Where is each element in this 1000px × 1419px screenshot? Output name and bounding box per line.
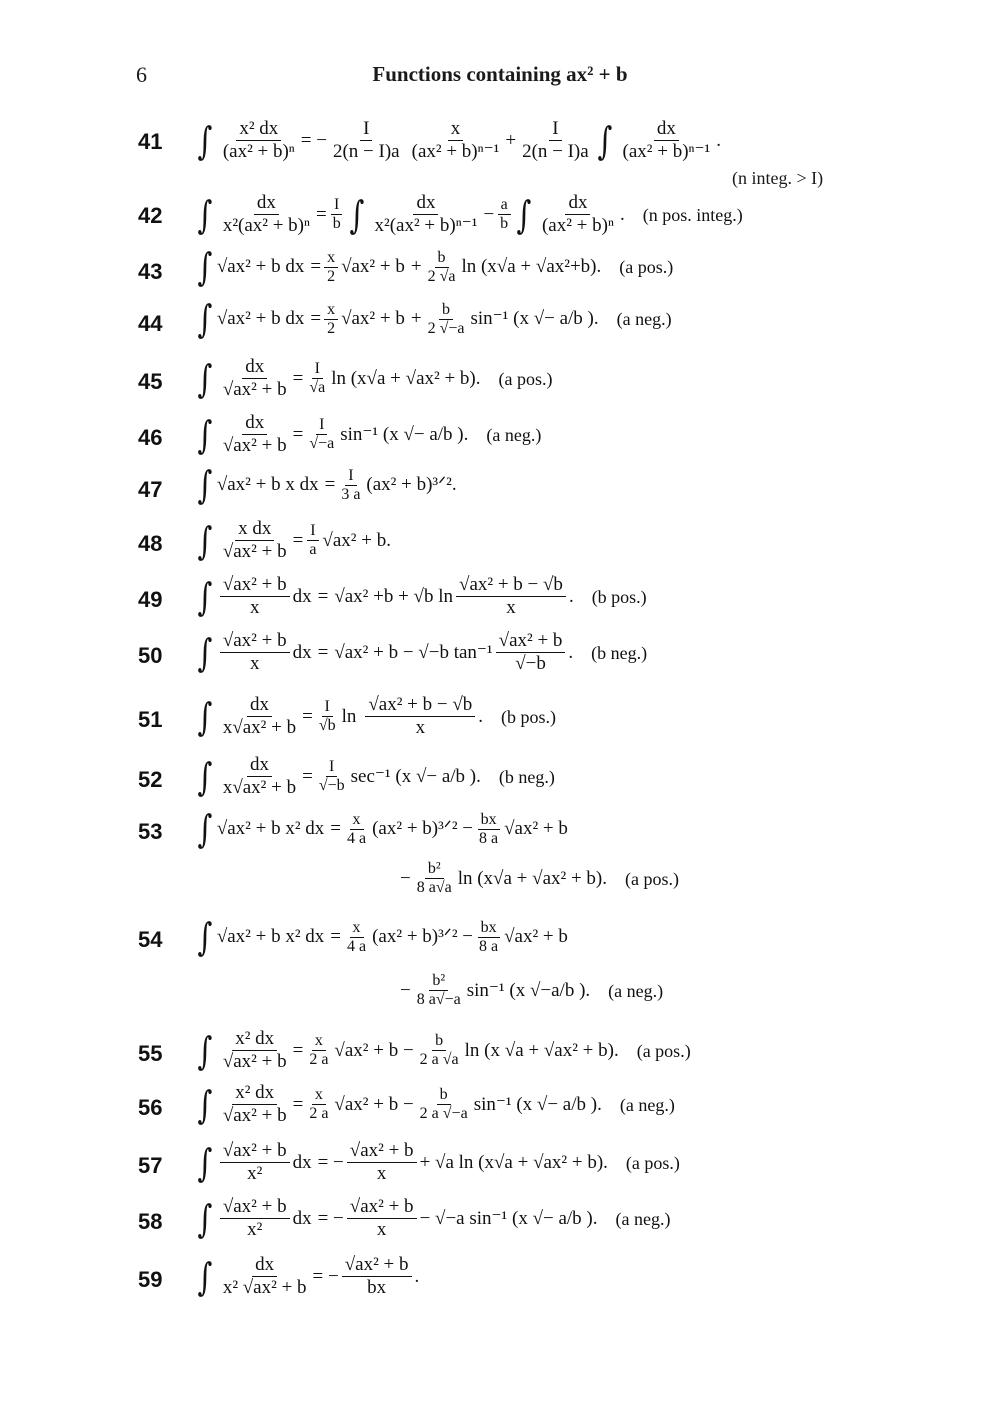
denominator: x² √ax² + b	[222, 1277, 307, 1298]
integral-sign: ∫	[197, 518, 213, 563]
math-term: = −	[317, 1151, 344, 1173]
numerator: x dx	[235, 518, 274, 541]
integral-sign: ∫	[197, 1028, 213, 1073]
math-term: =	[302, 765, 313, 787]
fraction	[220, 694, 299, 739]
formula-body	[195, 356, 552, 401]
formula-body	[195, 574, 647, 619]
math-term: .	[716, 129, 721, 151]
denominator: √b	[318, 717, 336, 734]
fraction	[497, 196, 511, 233]
page-number: 6	[136, 62, 147, 87]
denominator: 2	[327, 319, 336, 337]
denominator: 4 a	[347, 829, 367, 847]
numerator: x	[448, 118, 464, 141]
math-term: .	[568, 585, 574, 607]
page-header	[0, 62, 1000, 92]
condition-note: (n pos. integ.)	[642, 204, 743, 225]
fraction	[220, 1254, 310, 1299]
math-term: dx	[292, 1207, 312, 1229]
numerator: dx	[413, 192, 438, 215]
math-term: −	[483, 203, 495, 225]
fraction	[220, 192, 313, 237]
math-term: .	[478, 705, 484, 727]
integral-sign: ∫	[197, 574, 213, 619]
condition-note: (b neg.)	[591, 642, 648, 663]
fraction	[456, 574, 566, 619]
denominator: x²	[247, 1219, 263, 1240]
integral-sign: ∫	[197, 1082, 213, 1127]
page-title: Functions containing ax² + b	[372, 62, 628, 86]
numerator: x	[324, 301, 338, 320]
math-term: = −	[312, 1265, 339, 1287]
numerator: √ax² + b	[220, 574, 290, 597]
integral-sign: ∫	[197, 630, 213, 675]
math-term: √ax² + b.	[322, 529, 391, 551]
numerator: b	[432, 1032, 446, 1051]
condition-note: (a pos.)	[498, 368, 553, 389]
fraction	[425, 249, 459, 286]
integral-sign: ∫	[197, 807, 213, 851]
numerator: √ax² + b	[220, 1140, 290, 1163]
math-term: √ax² + b −	[334, 1093, 414, 1115]
numerator: I	[360, 118, 372, 141]
fraction	[539, 192, 617, 237]
formula-body	[195, 463, 457, 507]
math-term: √ax² + b − √−b tan⁻¹	[334, 641, 493, 663]
numerator: b	[437, 1086, 451, 1105]
fraction	[476, 919, 501, 956]
denominator: 2 a	[309, 1105, 329, 1122]
math-term: √ax² + b	[341, 256, 405, 277]
condition-note: (a neg.)	[619, 1094, 675, 1115]
lhs-fraction	[220, 118, 298, 163]
fraction	[519, 118, 592, 163]
math-term: +	[410, 308, 422, 329]
fraction	[347, 1196, 417, 1241]
math-term: .	[619, 203, 625, 225]
denominator: √ax² + b	[222, 1051, 287, 1072]
math-term: =	[292, 1093, 304, 1115]
math-term: =	[317, 641, 329, 663]
denominator: √a	[309, 379, 326, 396]
math-term: ln (x√a + √ax²+b).	[461, 256, 602, 277]
denominator: (ax² + b)ⁿ	[541, 215, 614, 236]
math-term: sec⁻¹ (x √− a/b ).	[350, 765, 481, 787]
math-term: √ax² + b dx	[216, 308, 305, 329]
numerator: I	[307, 522, 318, 541]
numerator: b	[435, 249, 449, 268]
denominator: b	[332, 215, 341, 232]
integral-sign: ∫	[197, 412, 213, 457]
numerator: I	[331, 196, 342, 215]
formula-number: 49	[138, 587, 163, 612]
formula-continuation	[400, 972, 663, 1009]
math-term: =	[310, 308, 322, 329]
formula-number: 59	[138, 1267, 163, 1292]
math-term: √ax² + b −	[334, 1039, 414, 1061]
formula-number: 51	[138, 707, 163, 732]
math-term: dx	[292, 641, 312, 663]
numerator: x	[312, 1032, 326, 1051]
denominator: 8 a	[479, 937, 499, 955]
denominator: x	[415, 717, 426, 738]
denominator: x√ax² + b	[222, 777, 297, 798]
fraction	[316, 758, 348, 795]
numerator: dx	[247, 754, 272, 777]
math-term: ln (x√a + √ax² + b).	[331, 367, 481, 389]
math-term: (ax² + b)³ᐟ² −	[372, 926, 474, 947]
fraction	[425, 301, 468, 338]
math-term: +	[410, 256, 422, 277]
math-term: √ax² + b	[341, 308, 405, 329]
numerator: √ax² + b − √b	[456, 574, 566, 597]
formula-body	[195, 192, 743, 237]
math-term: √ax² + b	[504, 926, 568, 947]
integral-sign: ∫	[597, 118, 613, 163]
formula-body	[195, 1028, 691, 1073]
math-term: =	[292, 367, 304, 389]
denominator: 2	[327, 267, 336, 285]
math-term: =	[302, 705, 313, 727]
formula-number: 52	[138, 767, 163, 792]
formula-body	[195, 694, 556, 739]
math-term: (ax² + b)³ᐟ² −	[372, 818, 474, 839]
fraction	[330, 196, 344, 233]
numerator: dx	[247, 694, 272, 717]
numerator: bx	[478, 811, 500, 830]
numerator: b²	[425, 860, 444, 879]
math-term: −	[400, 867, 411, 889]
fraction	[347, 1140, 417, 1185]
integral-sign: ∫	[197, 694, 213, 739]
condition-note: (b neg.)	[498, 766, 555, 787]
numerator: √ax² + b − √b	[365, 694, 475, 717]
math-term: .	[568, 641, 574, 663]
formula-number: 55	[138, 1041, 163, 1066]
numerator: I	[316, 416, 327, 435]
numerator: x² dx	[232, 1082, 277, 1105]
numerator: bx	[478, 919, 500, 938]
formula-number: 54	[138, 927, 163, 952]
formula-number: 47	[138, 477, 163, 502]
condition-note: (b pos.)	[501, 706, 557, 727]
denominator: 2 a	[309, 1051, 329, 1068]
formula-body	[195, 245, 674, 289]
math-term: +	[505, 129, 517, 151]
numerator: I	[326, 758, 337, 777]
denominator: (ax² + b)ⁿ	[222, 141, 295, 162]
fraction	[306, 416, 337, 453]
fraction	[365, 694, 475, 739]
numerator: I	[549, 118, 561, 141]
denominator: 2 a √−a	[419, 1105, 468, 1122]
math-term: =	[317, 585, 329, 607]
formula-number: 57	[138, 1153, 163, 1178]
math-term: =	[324, 474, 336, 495]
math-term: =	[330, 926, 341, 947]
fraction	[338, 467, 363, 504]
denominator: √ax² + b	[222, 541, 287, 562]
denominator: (ax² + b)ⁿ⁻¹	[411, 141, 500, 162]
formula-number: 45	[138, 369, 163, 394]
denominator: x²(ax² + b)ⁿ	[222, 215, 310, 236]
fraction	[496, 630, 566, 675]
numerator: dx	[565, 192, 590, 215]
numerator: b	[439, 301, 453, 320]
numerator: I	[345, 467, 356, 486]
math-term: sin⁻¹ (x √−a/b ).	[466, 979, 591, 1001]
formula-body	[195, 754, 555, 799]
condition-note: (a neg.)	[486, 424, 542, 445]
denominator: √ax² + b	[222, 379, 287, 400]
math-term: dx	[292, 585, 312, 607]
formula-body	[195, 630, 647, 675]
denominator: 2(n − I)a	[332, 141, 400, 162]
fraction	[306, 1086, 331, 1123]
formula-body	[195, 1140, 680, 1185]
fraction	[330, 118, 403, 163]
formula-body	[195, 1196, 670, 1241]
fraction	[414, 972, 464, 1009]
math-term: ln (x √a + √ax² + b).	[464, 1039, 619, 1061]
fraction	[417, 1086, 471, 1123]
denominator: √−b	[318, 777, 345, 794]
math-term: sin⁻¹ (x √− a/b ).	[340, 423, 469, 445]
equals: = −	[300, 129, 327, 151]
math-term: =	[316, 203, 327, 225]
numerator: √ax² + b	[496, 630, 566, 653]
formula-number: 46	[138, 425, 163, 450]
denominator: 4 a	[347, 937, 367, 955]
denominator: bx	[367, 1277, 387, 1298]
fraction	[220, 1028, 290, 1073]
numerator: dx	[242, 412, 267, 435]
condition-note: (a neg.)	[616, 309, 672, 329]
denominator: x	[376, 1163, 387, 1184]
denominator: 2 √a	[427, 267, 456, 285]
fraction	[220, 412, 290, 457]
condition-note: (a neg.)	[615, 1208, 671, 1229]
integral-sign: ∫	[197, 356, 213, 401]
fraction	[220, 1140, 290, 1185]
denominator: x√ax² + b	[222, 717, 297, 738]
integral-sign: ∫	[516, 192, 532, 237]
math-term: + √a ln (x√a + √ax² + b).	[419, 1151, 608, 1173]
math-term: dx	[292, 1151, 312, 1173]
formula-number: 44	[138, 311, 163, 336]
denominator: 3 a	[341, 485, 361, 503]
math-term: √ax² + b x² dx	[216, 818, 325, 839]
condition-note: (a pos.)	[625, 868, 679, 889]
integral-sign: ∫	[197, 754, 213, 799]
formula-continuation	[400, 860, 679, 897]
denominator: x	[249, 597, 260, 618]
fraction	[220, 356, 290, 401]
denominator: x²(ax² + b)ⁿ⁻¹	[374, 215, 478, 236]
fraction	[417, 1032, 462, 1069]
integral-sign: ∫	[197, 915, 213, 959]
math-term: √ax² + b x dx	[216, 474, 319, 495]
integral-sign: ∫	[197, 118, 213, 163]
formula-body	[195, 807, 568, 851]
math-term: √ax² + b x² dx	[216, 926, 325, 947]
math-term: − √−a sin⁻¹ (x √− a/b ).	[419, 1207, 598, 1229]
denominator: 2 a √a	[419, 1051, 459, 1068]
numerator: x	[324, 249, 338, 268]
fraction	[620, 118, 714, 163]
formula-body	[195, 518, 391, 563]
fraction	[344, 919, 369, 956]
denominator: x	[376, 1219, 387, 1240]
denominator: a	[309, 541, 317, 558]
fraction	[324, 301, 338, 338]
math-term: = −	[317, 1207, 344, 1229]
fraction	[344, 811, 369, 848]
integral-sign: ∫	[197, 463, 213, 507]
numerator: I	[312, 360, 323, 379]
denominator: x	[249, 653, 260, 674]
formula-body	[195, 915, 568, 959]
integral-sign: ∫	[197, 297, 213, 341]
numerator: √ax² + b	[220, 1196, 290, 1219]
numerator: x	[350, 811, 364, 830]
formula-number: 43	[138, 259, 163, 284]
math-term: =	[310, 256, 322, 277]
numerator: dx	[254, 192, 279, 215]
fraction	[324, 249, 338, 286]
condition-note: (a pos.)	[619, 257, 674, 277]
math-term: =	[292, 529, 304, 551]
denominator: 2(n − I)a	[522, 141, 589, 162]
formula-body	[195, 412, 541, 457]
integral-sign: ∫	[197, 192, 213, 237]
numerator: √ax² + b	[347, 1196, 417, 1219]
math-term: √ax² + b	[504, 818, 568, 839]
fraction	[220, 630, 290, 675]
math-term: √ax² +b + √b ln	[334, 585, 454, 607]
math-term: sin⁻¹ (x √− a/b ).	[473, 1093, 602, 1115]
condition-note: (n integ. > I)	[732, 168, 824, 188]
math-term: ln (x√a + √ax² + b).	[457, 867, 607, 889]
integral-sign: ∫	[197, 245, 213, 289]
math-term: √ax² + b dx	[216, 256, 305, 277]
fraction	[306, 522, 319, 559]
numerator: √ax² + b	[347, 1140, 417, 1163]
denominator: x	[506, 597, 516, 618]
fraction	[220, 1196, 290, 1241]
numerator: x² dx	[236, 118, 281, 141]
fraction	[316, 698, 339, 735]
fraction	[414, 860, 455, 897]
fraction	[306, 360, 328, 397]
numerator: √ax² + b	[220, 630, 290, 653]
condition-note: (a pos.)	[636, 1040, 691, 1061]
fraction	[220, 518, 290, 563]
integral-sign: ∫	[197, 1254, 213, 1299]
formula-number: 42	[138, 203, 163, 228]
fraction	[372, 192, 481, 237]
denominator: b	[500, 215, 509, 232]
numerator: x² dx	[232, 1028, 277, 1051]
condition-note: (b pos.)	[591, 586, 647, 607]
denominator: x²	[247, 1163, 263, 1184]
numerator: dx	[242, 356, 267, 379]
math-term: =	[330, 818, 341, 839]
fraction	[409, 118, 503, 163]
formula-body	[195, 1254, 419, 1299]
formula-body	[195, 297, 672, 341]
math-term: =	[292, 1039, 304, 1061]
math-term: .	[414, 1265, 420, 1287]
denominator: 8 a√a	[416, 879, 452, 896]
formula-number: 41	[138, 129, 163, 154]
fraction	[220, 754, 299, 799]
numerator: x	[350, 919, 364, 938]
formula-number: 50	[138, 643, 163, 668]
fraction	[306, 1032, 331, 1069]
math-term: sin⁻¹ (x √− a/b ).	[470, 308, 599, 329]
numerator: x	[312, 1086, 326, 1105]
denominator: 8 a	[479, 829, 499, 847]
formula-body	[195, 118, 721, 163]
integral-sign: ∫	[197, 1140, 213, 1185]
condition-note: (a neg.)	[608, 980, 664, 1001]
numerator: √ax² + b	[342, 1254, 412, 1277]
numerator: a	[498, 196, 511, 215]
fraction	[220, 1082, 290, 1127]
denominator: 8 a√−a	[416, 991, 461, 1008]
formula-number: 56	[138, 1095, 163, 1120]
numerator: b²	[429, 972, 448, 991]
integral-sign: ∫	[197, 1196, 213, 1241]
integral-sign: ∫	[349, 192, 365, 237]
math-term: ln	[341, 705, 357, 727]
formula-number: 48	[138, 531, 163, 556]
numerator: I	[322, 698, 333, 717]
fraction	[220, 574, 290, 619]
math-term: −	[400, 979, 411, 1001]
denominator: √−b	[515, 653, 546, 674]
formula-number: 58	[138, 1209, 163, 1234]
fraction	[342, 1254, 412, 1299]
numerator: dx	[654, 118, 679, 141]
condition-note: (a pos.)	[625, 1152, 680, 1173]
formula-body	[195, 1082, 675, 1127]
denominator: √ax² + b	[222, 1105, 287, 1126]
denominator: √−a	[309, 435, 335, 452]
formula-number: 53	[138, 819, 163, 844]
denominator: (ax² + b)ⁿ⁻¹	[622, 141, 711, 162]
denominator: √ax² + b	[222, 435, 287, 456]
numerator: dx	[252, 1254, 277, 1277]
math-term: (ax² + b)³ᐟ².	[366, 474, 457, 495]
fraction	[476, 811, 501, 848]
math-term: =	[292, 423, 304, 445]
denominator: 2 √−a	[427, 319, 465, 337]
